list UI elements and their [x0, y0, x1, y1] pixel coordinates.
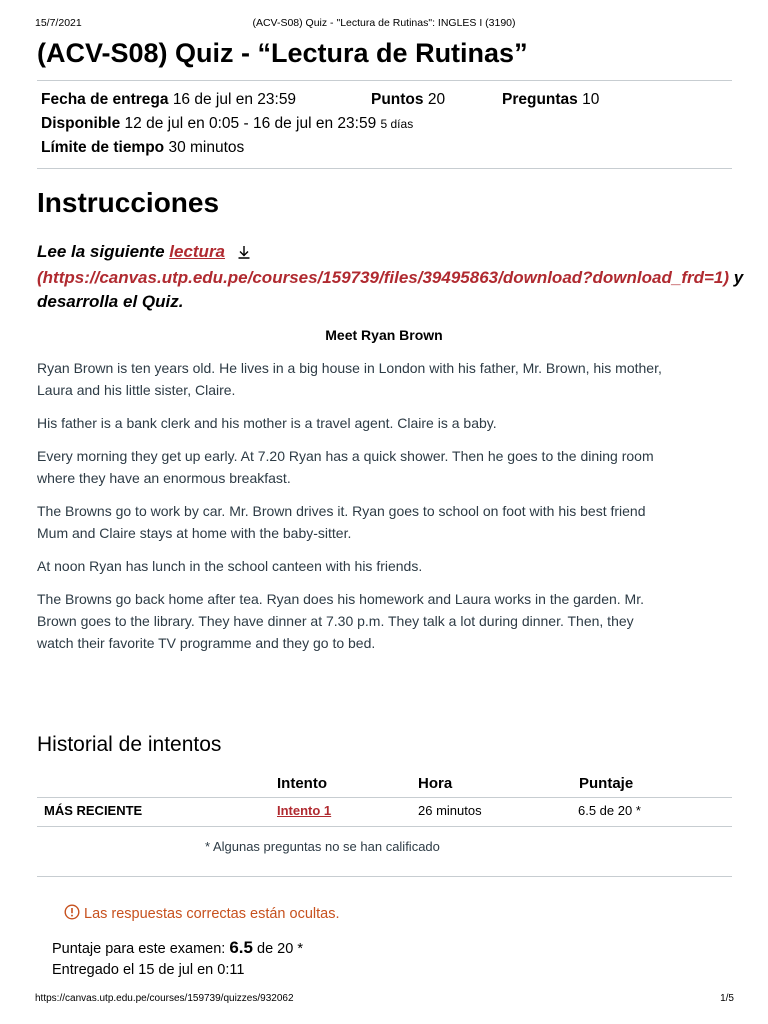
time-limit-value: 30 minutos	[168, 139, 245, 156]
story-line: Ryan Brown is ten years old. He lives in a big house in London with his father, Mr. Brown, his mother,	[37, 360, 662, 376]
story-line: At noon Ryan has lunch in the school canteen with his friends.	[37, 558, 423, 574]
story-paragraph	[37, 445, 737, 489]
story-paragraph	[37, 555, 737, 577]
table-header-divider	[37, 797, 732, 798]
points-label: Puntos	[371, 91, 424, 108]
ungraded-note: * Algunas preguntas no se han calificado	[205, 839, 440, 854]
story-line: Laura and his little sister, Claire.	[37, 382, 236, 398]
header-attempt: Intento	[277, 775, 327, 792]
story-paragraph	[37, 588, 737, 654]
time-limit-label: Límite de tiempo	[41, 139, 165, 156]
score-value: 6.5	[229, 938, 253, 957]
due-value: 16 de jul en 23:59	[172, 91, 297, 108]
story-line: Mum and Claire stays at home with the baby-sitter.	[37, 525, 352, 541]
instructions-prefix: Lee la siguiente	[37, 242, 170, 261]
instructions-line-1	[37, 242, 252, 265]
header-score: Puntaje	[579, 775, 634, 792]
story-line: Brown goes to the library. They have dinner at 7.30 p.m. They talk a lot during dinner. Then, they	[37, 613, 634, 629]
story-paragraph	[37, 412, 737, 434]
reading-url[interactable]: (https://canvas.utp.edu.pe/courses/159739/files/39495863/download?download_frd=1)	[37, 268, 730, 287]
available-label: Disponible	[41, 115, 121, 132]
exam-score	[52, 938, 303, 958]
reading-link[interactable]: lectura	[169, 242, 226, 261]
header-time: Hora	[418, 775, 453, 792]
download-icon[interactable]	[236, 244, 252, 265]
instructions-line-3: desarrolla el Quiz.	[37, 292, 184, 311]
row-time: 26 minutos	[418, 803, 482, 818]
questions-label: Preguntas	[502, 91, 578, 108]
row-score: 6.5 de 20 *	[578, 803, 641, 818]
footer-page-number: 1/5	[720, 993, 734, 1004]
page-title: (ACV-S08) Quiz - “Lectura de Rutinas”	[37, 38, 528, 68]
score-prefix: Puntaje para este examen:	[52, 941, 230, 957]
divider-meta	[37, 168, 732, 169]
story-line: The Browns go back home after tea. Ryan does his homework and Laura works in the garden. Mr.	[37, 591, 644, 607]
row-label: MÁS RECIENTE	[44, 803, 143, 818]
divider-top	[37, 80, 732, 81]
story-line: Every morning they get up early. At 7.20 Ryan has a quick shower. Then he goes to the dining room	[37, 448, 654, 464]
story-title: Meet Ryan Brown	[325, 327, 443, 343]
points-value: 20	[427, 91, 446, 108]
history-title: Historial de intentos	[37, 733, 222, 756]
story-line: where they have an enormous breakfast.	[37, 470, 291, 486]
story-line: watch their favorite TV programme and they go to bed.	[37, 635, 376, 651]
due-label: Fecha de entrega	[41, 91, 169, 108]
attempt-link[interactable]: Intento 1	[277, 803, 332, 818]
divider-history	[37, 876, 732, 877]
available	[41, 115, 413, 133]
story-line: The Browns go to work by car. Mr. Brown drives it. Ryan goes to school on foot with his best friend	[37, 503, 646, 519]
warning-text: Las respuestas correctas están ocultas.	[84, 906, 340, 922]
story-line: His father is a bank clerk and his mother is a travel agent. Claire is a baby.	[37, 415, 497, 431]
submitted-date: Entregado el 15 de jul en 0:11	[52, 962, 245, 978]
questions-value: 10	[582, 91, 600, 108]
available-value: 12 de jul en 0:05 - 16 de jul en 23:59	[124, 115, 377, 132]
instructions-heading: Instrucciones	[37, 187, 220, 218]
available-days: 5 días	[380, 117, 414, 131]
due-date	[41, 91, 296, 109]
questions	[502, 91, 599, 109]
print-title: (ACV-S08) Quiz - "Lectura de Rutinas": INGLES I (3190)	[252, 17, 516, 29]
score-suffix: de 20 *	[252, 941, 303, 957]
points	[371, 91, 445, 109]
story-paragraph	[37, 357, 737, 401]
table-row-divider	[37, 826, 732, 827]
story-paragraph	[37, 500, 737, 544]
footer-url: https://canvas.utp.edu.pe/courses/159739/quizzes/932062	[35, 993, 294, 1004]
instructions-line-2	[37, 268, 743, 288]
time-limit	[41, 139, 244, 157]
hidden-answers-warning	[64, 904, 340, 924]
print-date: 15/7/2021	[35, 17, 82, 29]
warning-icon	[64, 904, 80, 924]
instructions-suffix: y	[729, 268, 744, 287]
